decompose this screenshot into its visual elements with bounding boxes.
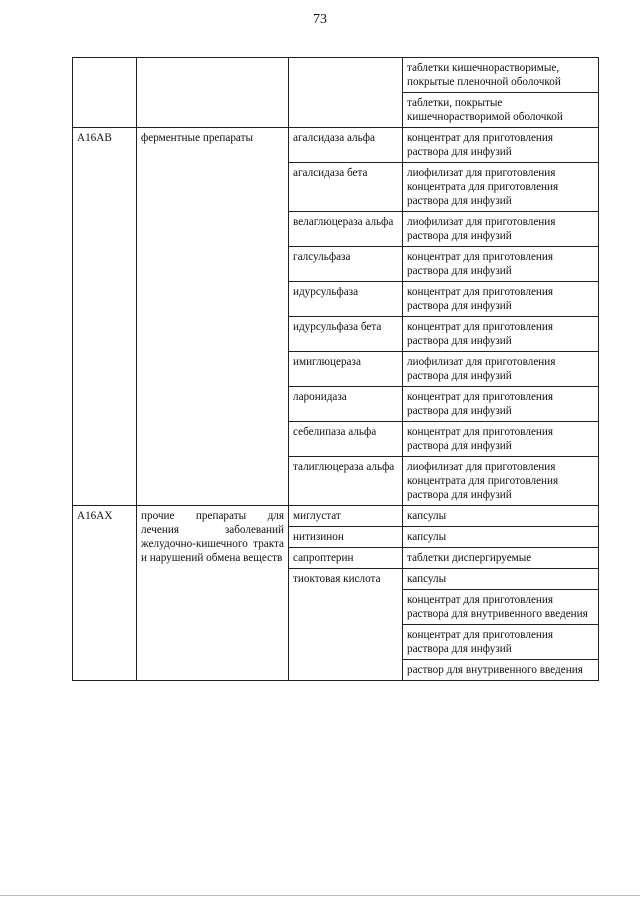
drug-name-cell: ларонидаза	[289, 387, 403, 422]
drug-name-cell: себелипаза альфа	[289, 422, 403, 457]
atc-code-cell: A16AB	[73, 128, 137, 506]
dosage-form-cell: концентрат для приготовления раствора для инфузий	[403, 387, 599, 422]
page-bottom-divider	[0, 895, 640, 896]
page-number: 73	[313, 12, 327, 27]
drug-table	[72, 57, 599, 681]
dosage-form-cell: концентрат для приготовления раствора для инфузий	[403, 282, 599, 317]
atc-code-cell	[73, 58, 137, 128]
dosage-form-cell: концентрат для приготовления раствора для инфузий	[403, 422, 599, 457]
drug-name-cell: миглустат	[289, 506, 403, 527]
drug-name-cell: агалсидаза альфа	[289, 128, 403, 163]
dosage-form-cell: концентрат для приготовления раствора для внутривенного введения	[403, 590, 599, 625]
dosage-form-cell: концентрат для приготовления раствора для инфузий	[403, 317, 599, 352]
table-row	[73, 58, 599, 93]
atc-code-cell: A16AX	[73, 506, 137, 681]
drug-name-cell: идурсульфаза	[289, 282, 403, 317]
drug-name-cell: талиглюцераза альфа	[289, 457, 403, 506]
dosage-form-cell: капсулы	[403, 569, 599, 590]
drug-name-cell: галсульфаза	[289, 247, 403, 282]
dosage-form-cell: таблетки, покрытые кишечнорастворимой оболочкой	[403, 93, 599, 128]
dosage-form-cell: концентрат для приготовления раствора для инфузий	[403, 128, 599, 163]
dosage-form-cell: раствор для внутривенного введения	[403, 660, 599, 681]
drug-name-cell	[289, 58, 403, 128]
dosage-form-cell: концентрат для приготовления раствора для инфузий	[403, 247, 599, 282]
drug-name-cell: имиглюцераза	[289, 352, 403, 387]
drug-name-cell: идурсульфаза бета	[289, 317, 403, 352]
group-cell	[137, 58, 289, 128]
dosage-form-cell: капсулы	[403, 527, 599, 548]
drug-name-cell: велаглюцераза альфа	[289, 212, 403, 247]
dosage-form-cell: лиофилизат для приготовления раствора для инфузий	[403, 352, 599, 387]
drug-name-cell: нитизинон	[289, 527, 403, 548]
table-row	[73, 506, 599, 527]
dosage-form-cell: лиофилизат для приготовления концентрата для приготовления раствора для инфузий	[403, 163, 599, 212]
drug-name-cell: тиоктовая кислота	[289, 569, 403, 681]
drug-name-cell: агалсидаза бета	[289, 163, 403, 212]
dosage-form-cell: таблетки диспергируемые	[403, 548, 599, 569]
drug-name-cell: сапроптерин	[289, 548, 403, 569]
group-cell: прочие препараты для лечения заболеваний желудочно-кишечного тракта и нарушений обмена веществ	[137, 506, 289, 681]
dosage-form-cell: концентрат для приготовления раствора для инфузий	[403, 625, 599, 660]
dosage-form-cell: таблетки кишечнорастворимые, покрытые пленочной оболочкой	[403, 58, 599, 93]
table-row	[73, 128, 599, 163]
dosage-form-cell: лиофилизат для приготовления концентрата для приготовления раствора для инфузий	[403, 457, 599, 506]
dosage-form-cell: лиофилизат для приготовления раствора для инфузий	[403, 212, 599, 247]
group-cell: ферментные препараты	[137, 128, 289, 506]
dosage-form-cell: капсулы	[403, 506, 599, 527]
